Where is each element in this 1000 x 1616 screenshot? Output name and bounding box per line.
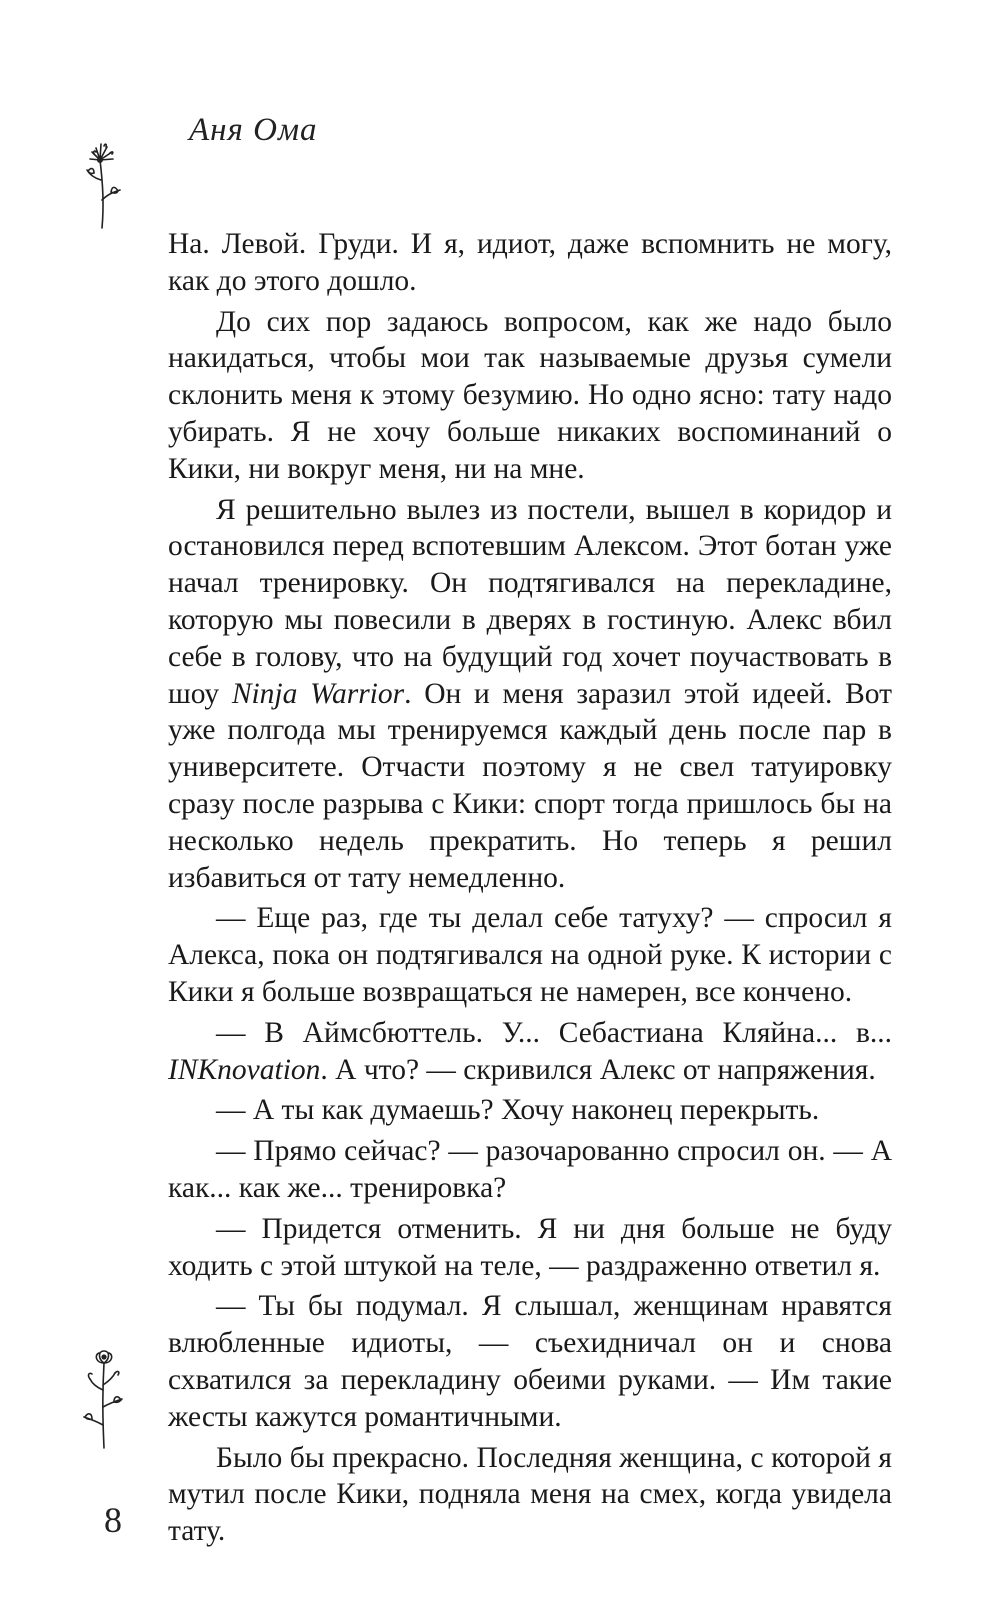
- paragraph: — А ты как думаешь? Хочу наконец перекрыть.: [216, 1094, 820, 1127]
- paragraph: — Прямо сейчас? — разочарованно спросил он. — А как... как же... тренировка?: [168, 1135, 892, 1204]
- flower-sprig-icon: [78, 1345, 128, 1454]
- paragraph: — Еще раз, где ты делал себе татуху? — спросил я Алекса, пока он подтягивался на одной руке. К истории с Кики я больше возвращаться не намерен, все кончено.: [168, 902, 892, 1008]
- paragraph: До сих пор задаюсь вопросом, как же надо было накидаться, чтобы мои так называемые друзья сумели склонить меня к этому безумию. Но одно ясно: тату надо убирать. Я не хочу больше никаких воспоминаний о Кики, ни вокруг меня, ни на мне.: [168, 305, 892, 485]
- paragraph: — Придется отменить. Я ни дня больше не буду ходить с этой штукой на теле, — раздраженно ответил я.: [168, 1212, 892, 1282]
- paragraph: Было бы прекрасно. Последняя женщина, с которой я мутил после Кики, подняла меня на смех, когда увидела тату.: [168, 1441, 892, 1548]
- paragraph: Я решительно вылез из постели, вышел в коридор и остановился перед вспотевшим Алексом. Этот ботан уже начал тренировку. Он подтягивался на перекладине, которую мы повесили в дверях в гостиную. Алекс вбил себе в голову, что на будущий год хочет поучаствовать в шоу Ninja Warrior. Он и меня заразил этой идеей. Вот уже полгода мы тренируемся каждый день после пар в университете. Отчасти поэтому я не свел татуировку сразу после разрыва с Кики: спорт тогда пришлось бы на несколько недель прекратить. Но теперь я решил избавиться от тату немедленно.: [168, 493, 893, 894]
- page-number: 8: [104, 1500, 122, 1540]
- paragraph: — В Аймсбюттель. У... Себастиана Кляйна... в... INKnovation. А что? — скривился Алекс от напряжения.: [168, 1016, 892, 1086]
- show-title: Ninja Warrior: [231, 677, 405, 710]
- studio-name: INKnovation: [168, 1053, 321, 1086]
- paragraph: — Ты бы подумал. Я слышал, женщинам нравятся влюбленные идиоты, — съехидничал он и снова схватился за перекладину обеими руками. — Им такие жесты кажутся романтичными.: [168, 1290, 892, 1433]
- paragraph: На. Левой. Груди. И я, идиот, даже вспомнить не могу, как до этого дошло.: [168, 228, 892, 297]
- body-text: [168, 226, 892, 1554]
- flower-sprig-icon: [78, 130, 128, 234]
- running-header-author: Аня Ома: [189, 112, 318, 148]
